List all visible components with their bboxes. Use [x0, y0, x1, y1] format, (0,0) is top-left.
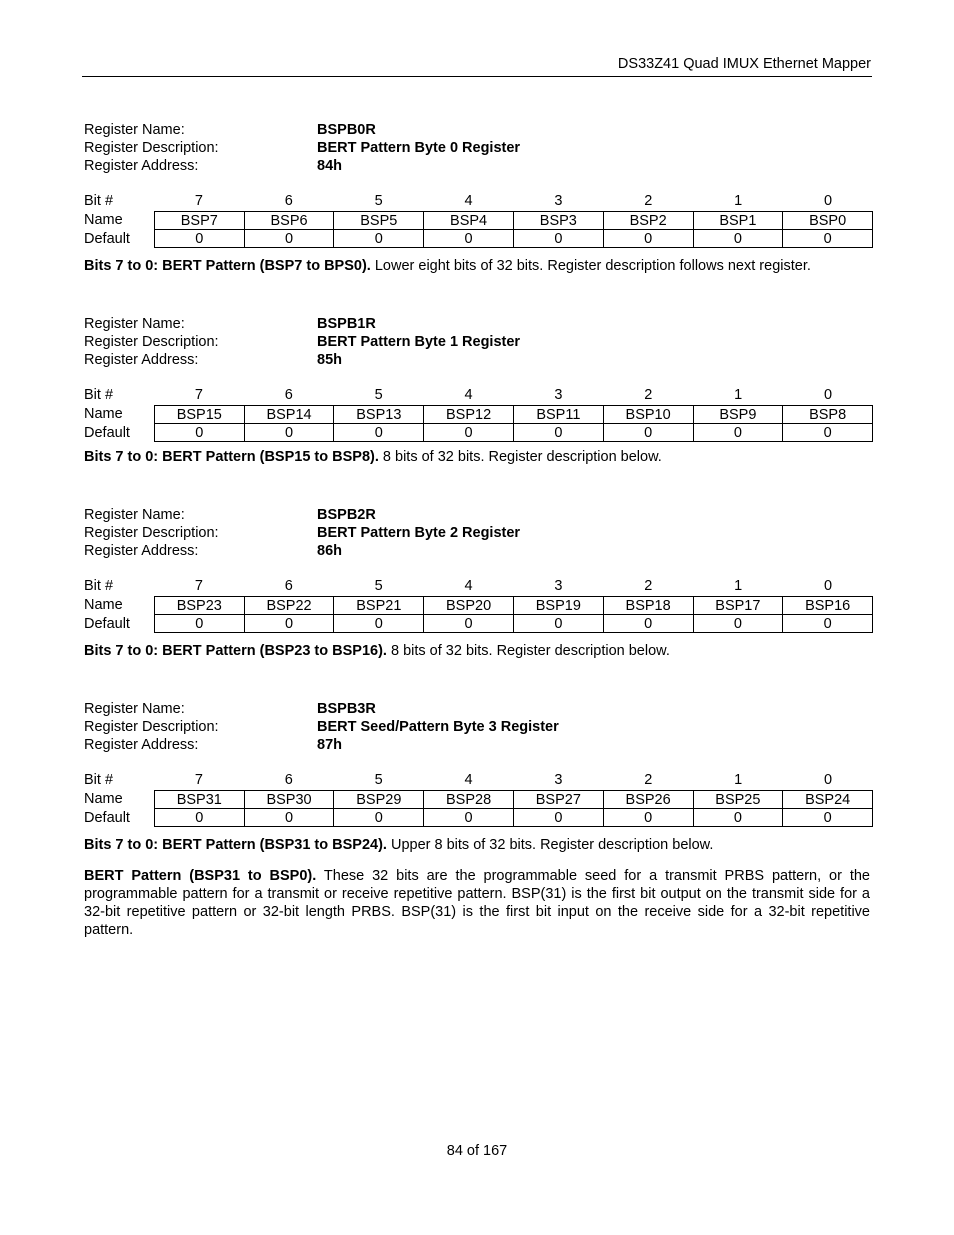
register-name-value: BSPB3R	[317, 701, 376, 717]
bit-name-cell: BSP0	[783, 212, 873, 230]
register-description-row	[84, 718, 872, 736]
register-address-row	[84, 542, 872, 560]
register-bits-description	[84, 257, 870, 275]
bit-default-cell: 0	[694, 615, 784, 632]
bit-table	[84, 192, 873, 248]
bit-table	[84, 386, 873, 442]
bit-name-cell: BSP22	[245, 597, 335, 615]
bit-number-cell: 2	[644, 193, 653, 209]
bit-number-cell: 3	[554, 772, 563, 788]
bits-description-heading: Bits 7 to 0: BERT Pattern (BSP15 to BSP8).	[84, 449, 379, 465]
bit-default-label: Default	[84, 425, 130, 441]
bit-default-cell: 0	[783, 230, 873, 247]
bit-default-label: Default	[84, 616, 130, 632]
register-description-label: Register Description:	[84, 334, 219, 350]
bit-name-cell: BSP5	[334, 212, 424, 230]
bits-description-heading: Bits 7 to 0: BERT Pattern (BSP23 to BSP16).	[84, 643, 387, 659]
bit-name-cell: BSP24	[783, 791, 873, 809]
bit-name-cell: BSP3	[514, 212, 604, 230]
bit-name-row	[84, 211, 873, 230]
register-description-label: Register Description:	[84, 140, 219, 156]
bit-default-cell: 0	[155, 809, 245, 826]
bit-name-cell: BSP21	[334, 597, 424, 615]
bits-description-heading: Bits 7 to 0: BERT Pattern (BSP31 to BSP24).	[84, 837, 387, 853]
bit-default-cell: 0	[155, 615, 245, 632]
bit-default-label: Default	[84, 810, 130, 826]
bit-default-cell: 0	[245, 809, 335, 826]
summary-heading: BERT Pattern (BSP31 to BSP0).	[84, 868, 317, 884]
bits-description-text: 8 bits of 32 bits. Register description below.	[378, 449, 662, 465]
bit-number-cell: 4	[464, 193, 473, 209]
bit-number-cell: 1	[734, 578, 743, 594]
register-name-value: BSPB2R	[317, 507, 376, 523]
bit-default-cell: 0	[245, 230, 335, 247]
bit-default-cell: 0	[245, 615, 335, 632]
bit-default-cell: 0	[424, 424, 514, 441]
bit-default-cell: 0	[514, 230, 604, 247]
bit-default-row	[84, 424, 873, 442]
register-name-row	[84, 506, 872, 524]
bit-number-cell: 2	[644, 578, 653, 594]
bit-default-cell: 0	[694, 424, 784, 441]
bit-default-cell: 0	[424, 809, 514, 826]
bit-default-cell: 0	[783, 424, 873, 441]
register-description-row	[84, 524, 872, 542]
register-address-value: 84h	[317, 158, 342, 174]
bit-number-cell: 0	[824, 578, 833, 594]
bit-default-row	[84, 230, 873, 248]
register-description-value: BERT Pattern Byte 2 Register	[317, 525, 521, 541]
register-description-label: Register Description:	[84, 719, 219, 735]
register-address-value: 85h	[317, 352, 342, 368]
bit-number-label: Bit #	[84, 578, 114, 594]
header-divider	[82, 76, 872, 77]
bit-default-cell: 0	[694, 809, 784, 826]
register-name-label: Register Name:	[84, 701, 185, 717]
bit-name-cell: BSP23	[155, 597, 245, 615]
bit-number-row	[84, 771, 873, 790]
bit-default-cell: 0	[514, 809, 604, 826]
bit-default-cell: 0	[334, 615, 424, 632]
bit-number-cell: 1	[734, 193, 743, 209]
bit-name-cell: BSP19	[514, 597, 604, 615]
bit-name-cell: BSP26	[604, 791, 694, 809]
bit-default-label: Default	[84, 231, 130, 247]
bit-name-cell: BSP31	[155, 791, 245, 809]
bit-name-label: Name	[84, 791, 123, 807]
register-name-label: Register Name:	[84, 316, 185, 332]
document-header-title: DS33Z41 Quad IMUX Ethernet Mapper	[617, 56, 871, 72]
bit-default-cell: 0	[604, 230, 694, 247]
bit-number-cell: 4	[464, 578, 473, 594]
bit-table	[84, 577, 873, 633]
bit-default-cell: 0	[245, 424, 335, 441]
bit-number-cell: 3	[554, 193, 563, 209]
bit-number-cell: 4	[464, 387, 473, 403]
bits-description-text: Upper 8 bits of 32 bits. Register description below.	[386, 837, 714, 853]
bit-default-cell: 0	[694, 230, 784, 247]
bit-name-cell: BSP30	[245, 791, 335, 809]
bit-number-cell: 7	[194, 578, 203, 594]
bit-default-cell: 0	[334, 809, 424, 826]
register-block-bspb0r	[84, 121, 872, 247]
register-bits-description	[84, 448, 870, 466]
register-block-bspb1r	[84, 315, 872, 441]
page-number: 84 of 167	[446, 1143, 508, 1159]
bit-number-cell: 5	[374, 193, 383, 209]
bit-name-cell: BSP16	[783, 597, 873, 615]
bit-name-cell: BSP11	[514, 406, 604, 424]
register-bits-description	[84, 836, 870, 854]
bit-name-cell: BSP18	[604, 597, 694, 615]
bit-name-cell: BSP27	[514, 791, 604, 809]
bit-number-cell: 1	[734, 772, 743, 788]
bit-default-row	[84, 615, 873, 633]
bit-name-cell: BSP9	[694, 406, 784, 424]
bit-name-cell: BSP7	[155, 212, 245, 230]
register-description-label: Register Description:	[84, 525, 219, 541]
register-description-value: BERT Pattern Byte 0 Register	[317, 140, 521, 156]
bits-description-heading: Bits 7 to 0: BERT Pattern (BSP7 to BPS0).	[84, 258, 371, 274]
bit-number-cell: 5	[374, 578, 383, 594]
bit-default-cell: 0	[424, 230, 514, 247]
register-address-label: Register Address:	[84, 158, 199, 174]
bit-number-cell: 1	[734, 387, 743, 403]
bits-description-text: Lower eight bits of 32 bits. Register description follows next register.	[370, 258, 811, 274]
bit-name-cell: BSP6	[245, 212, 335, 230]
bit-name-cell: BSP17	[694, 597, 784, 615]
bits-description-text: 8 bits of 32 bits. Register description below.	[386, 643, 670, 659]
bit-default-cell: 0	[155, 230, 245, 247]
bit-default-cell: 0	[514, 424, 604, 441]
register-address-label: Register Address:	[84, 543, 199, 559]
bit-number-cell: 2	[644, 772, 653, 788]
register-name-label: Register Name:	[84, 122, 185, 138]
register-address-label: Register Address:	[84, 737, 199, 753]
register-address-value: 86h	[317, 543, 342, 559]
register-bits-description	[84, 642, 870, 660]
bit-number-cell: 4	[464, 772, 473, 788]
bit-number-label: Bit #	[84, 387, 114, 403]
bit-default-cell: 0	[604, 424, 694, 441]
bit-number-cell: 6	[284, 193, 293, 209]
bit-default-cell: 0	[783, 809, 873, 826]
bit-default-row	[84, 809, 873, 827]
bit-default-cell: 0	[334, 424, 424, 441]
bit-number-row	[84, 577, 873, 596]
bit-table	[84, 771, 873, 827]
bit-default-cell: 0	[604, 615, 694, 632]
bert-pattern-summary	[84, 867, 870, 939]
bit-name-cell: BSP10	[604, 406, 694, 424]
bit-number-label: Bit #	[84, 193, 114, 209]
register-name-row	[84, 700, 872, 718]
bit-name-row	[84, 596, 873, 615]
bit-number-cell: 0	[824, 387, 833, 403]
bit-number-label: Bit #	[84, 772, 114, 788]
bit-name-cell: BSP2	[604, 212, 694, 230]
register-name-value: BSPB0R	[317, 122, 376, 138]
bit-number-row	[84, 192, 873, 211]
bit-name-cell: BSP15	[155, 406, 245, 424]
bit-number-row	[84, 386, 873, 405]
bit-name-cell: BSP28	[424, 791, 514, 809]
bit-default-cell: 0	[334, 230, 424, 247]
bit-default-cell: 0	[783, 615, 873, 632]
register-address-row	[84, 736, 872, 754]
register-address-value: 87h	[317, 737, 342, 753]
bit-number-cell: 6	[284, 772, 293, 788]
bit-number-cell: 3	[554, 578, 563, 594]
bit-number-cell: 0	[824, 193, 833, 209]
bit-name-cell: BSP4	[424, 212, 514, 230]
register-address-label: Register Address:	[84, 352, 199, 368]
register-address-row	[84, 351, 872, 369]
bit-name-cell: BSP1	[694, 212, 784, 230]
bit-number-cell: 7	[194, 772, 203, 788]
bit-default-cell: 0	[514, 615, 604, 632]
bit-name-cell: BSP20	[424, 597, 514, 615]
bit-name-row	[84, 405, 873, 424]
register-description-value: BERT Pattern Byte 1 Register	[317, 334, 521, 350]
register-name-row	[84, 315, 872, 333]
bit-name-cell: BSP29	[334, 791, 424, 809]
register-description-value: BERT Seed/Pattern Byte 3 Register	[317, 719, 559, 735]
bit-number-cell: 0	[824, 772, 833, 788]
bit-number-cell: 3	[554, 387, 563, 403]
bit-name-cell: BSP25	[694, 791, 784, 809]
register-description-row	[84, 139, 872, 157]
bit-number-cell: 7	[194, 387, 203, 403]
summary-text: These 32 bits are the programmable seed for a transmit PRBS pattern, or the programmable pattern for a transmit or receive repetitive pattern. BSP(31) is the first bit output on the transmit side for a 32-bit repetitive pattern or 32-bit length PRBS. BSP(31) is the first bit input on the receive side for a 32-bit repetitive pattern.	[84, 868, 870, 938]
bit-default-cell: 0	[155, 424, 245, 441]
register-description-row	[84, 333, 872, 351]
bit-number-cell: 5	[374, 772, 383, 788]
bit-name-cell: BSP8	[783, 406, 873, 424]
bit-name-label: Name	[84, 406, 123, 422]
bit-name-cell: BSP13	[334, 406, 424, 424]
bit-number-cell: 6	[284, 578, 293, 594]
bit-name-cell: BSP12	[424, 406, 514, 424]
bit-name-row	[84, 790, 873, 809]
register-block-bspb2r	[84, 506, 872, 632]
bit-number-cell: 6	[284, 387, 293, 403]
bit-number-cell: 7	[194, 193, 203, 209]
bit-default-cell: 0	[424, 615, 514, 632]
bit-name-label: Name	[84, 597, 123, 613]
bit-name-cell: BSP14	[245, 406, 335, 424]
register-name-value: BSPB1R	[317, 316, 376, 332]
register-name-row	[84, 121, 872, 139]
register-block-bspb3r	[84, 700, 872, 826]
bit-number-cell: 5	[374, 387, 383, 403]
bit-number-cell: 2	[644, 387, 653, 403]
bit-name-label: Name	[84, 212, 123, 228]
register-name-label: Register Name:	[84, 507, 185, 523]
bit-default-cell: 0	[604, 809, 694, 826]
register-address-row	[84, 157, 872, 175]
